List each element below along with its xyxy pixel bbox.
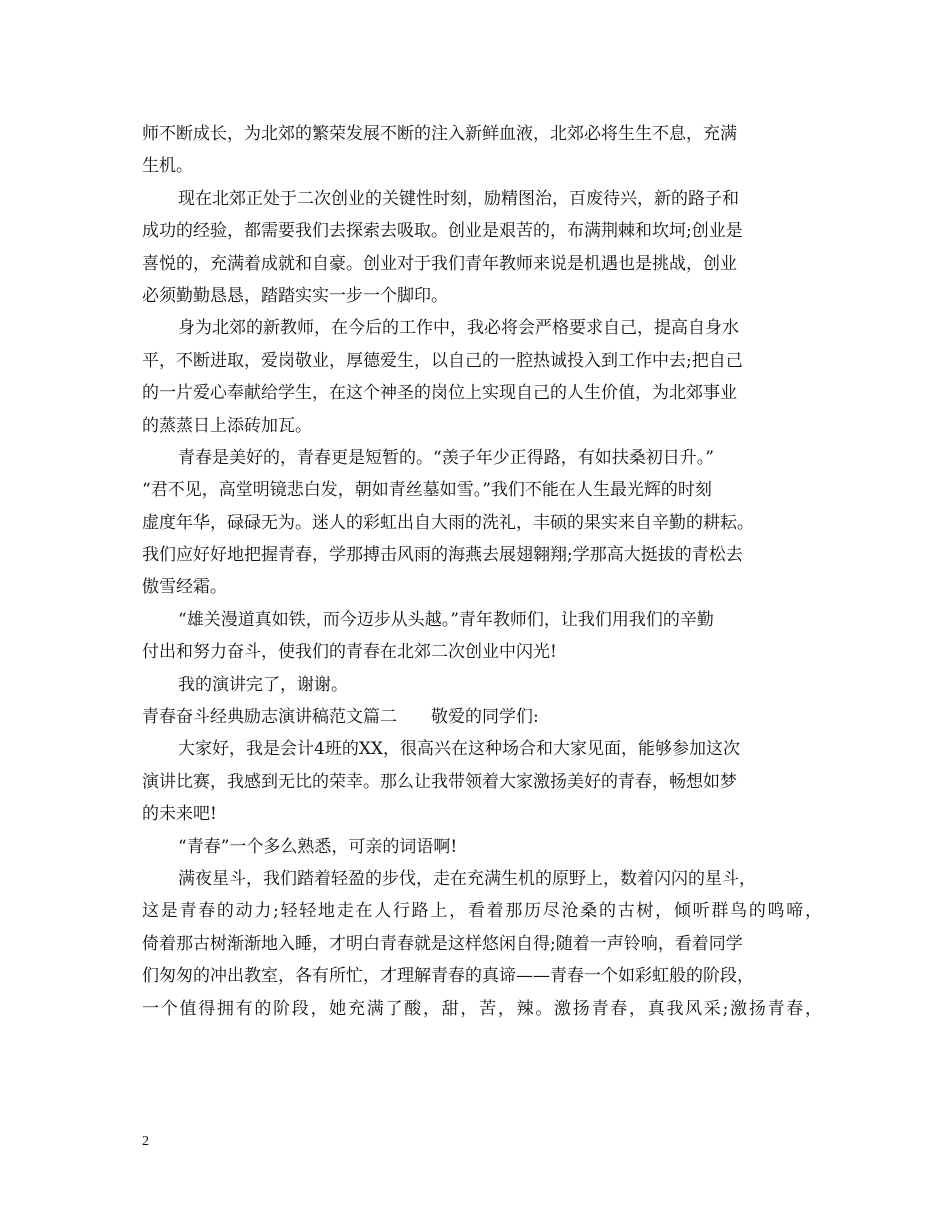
text-line: 付出和努力奋斗，使我们的青春在北郊二次创业中闪光!	[142, 642, 557, 663]
text-line: 们匆匆的冲出教室，各有所忙，才理解青春的真谛——青春一个如彩虹般的阶段，	[142, 966, 754, 987]
text-line: 师不断成长，为北郊的繁荣发展不断的注入新鲜血液，北郊必将生生不息，充满	[142, 124, 737, 144]
text-line: 演讲比赛，我感到无比的荣幸。那么让我带领着大家激扬美好的青春，畅想如梦	[142, 771, 737, 792]
text-line: 满夜星斗，我们踏着轻盈的步伐，走在充满生机的原野上，数着闪闪的星斗，	[178, 868, 756, 889]
text-line: 倚着那古树渐渐地入睡，才明白青春就是这样悠闲自得;随着一声铃响，看着同学	[142, 933, 743, 954]
text-line: 生机。	[142, 156, 193, 177]
text-line: 喜悦的，充满着成就和自豪。创业对于我们青年教师来说是机遇也是挑战，创业	[142, 253, 737, 274]
document-body	[142, 118, 822, 1025]
text-line: 必须勤勤恳恳，踏踏实实一步一个脚印。	[142, 285, 448, 306]
text-line: 的一片爱心奉献给学生，在这个神圣的岗位上实现自己的人生价值，为北郊事业	[142, 383, 737, 404]
text-line: 大家好，我是会计4班的XX，很高兴在这种场合和大家见面，能够参加这次	[178, 739, 741, 760]
text-line: 青春奋斗经典励志演讲稿范文篇二 敬爱的同学们:	[142, 707, 539, 728]
text-line: 虚度年华，碌碌无为。迷人的彩虹出自大雨的洗礼，丰硕的果实来自辛勤的耕耘。	[142, 512, 754, 533]
text-line: 我的演讲完了，谢谢。	[178, 674, 348, 695]
text-line: 一个值得拥有的阶段，她充满了酸，甜，苦，辣。激扬青春，真我风采;激扬青春，	[142, 998, 824, 1019]
page-number: 2	[142, 1134, 149, 1149]
text-line: 青春是美好的，青春更是短暂的。“羡子年少正得路，有如扶桑初日升。”	[178, 447, 714, 468]
text-line: 我们应好好地把握青春，学那搏击风雨的海燕去展翅翱翔;学那高大挺拔的青松去	[142, 545, 743, 566]
text-line: 的蒸蒸日上添砖加瓦。	[142, 415, 312, 436]
text-line: 现在北郊正处于二次创业的关键性时刻，励精图治，百废待兴，新的路子和	[178, 188, 739, 209]
text-line: “雄关漫道真如铁，而今迈步从头越。”青年教师们，让我们用我们的辛勤	[178, 609, 714, 630]
text-line: 身为北郊的新教师，在今后的工作中，我必将会严格要求自己，提高自身水	[178, 318, 739, 339]
text-line: 成功的经验，都需要我们去探索去吸取。创业是艰苦的，布满荆棘和坎坷;创业是	[142, 221, 743, 242]
text-line: 这是青春的动力;轻轻地走在人行路上，看着那历尽沧桑的古树，倾听群鸟的鸣啼，	[142, 901, 824, 922]
text-line: “君不见，高堂明镜悲白发，朝如青丝墓如雪。”我们不能在人生最光辉的时刻	[142, 480, 712, 501]
text-line: “青春”一个多么熟悉，可亲的词语啊!	[178, 836, 458, 857]
text-line: 傲雪经霜。	[142, 577, 227, 598]
text-line: 的未来吧!	[142, 804, 217, 825]
text-line: 平，不断进取，爱岗敬业，厚德爱生，以自己的一腔热诚投入到工作中去;把自己	[142, 350, 743, 371]
